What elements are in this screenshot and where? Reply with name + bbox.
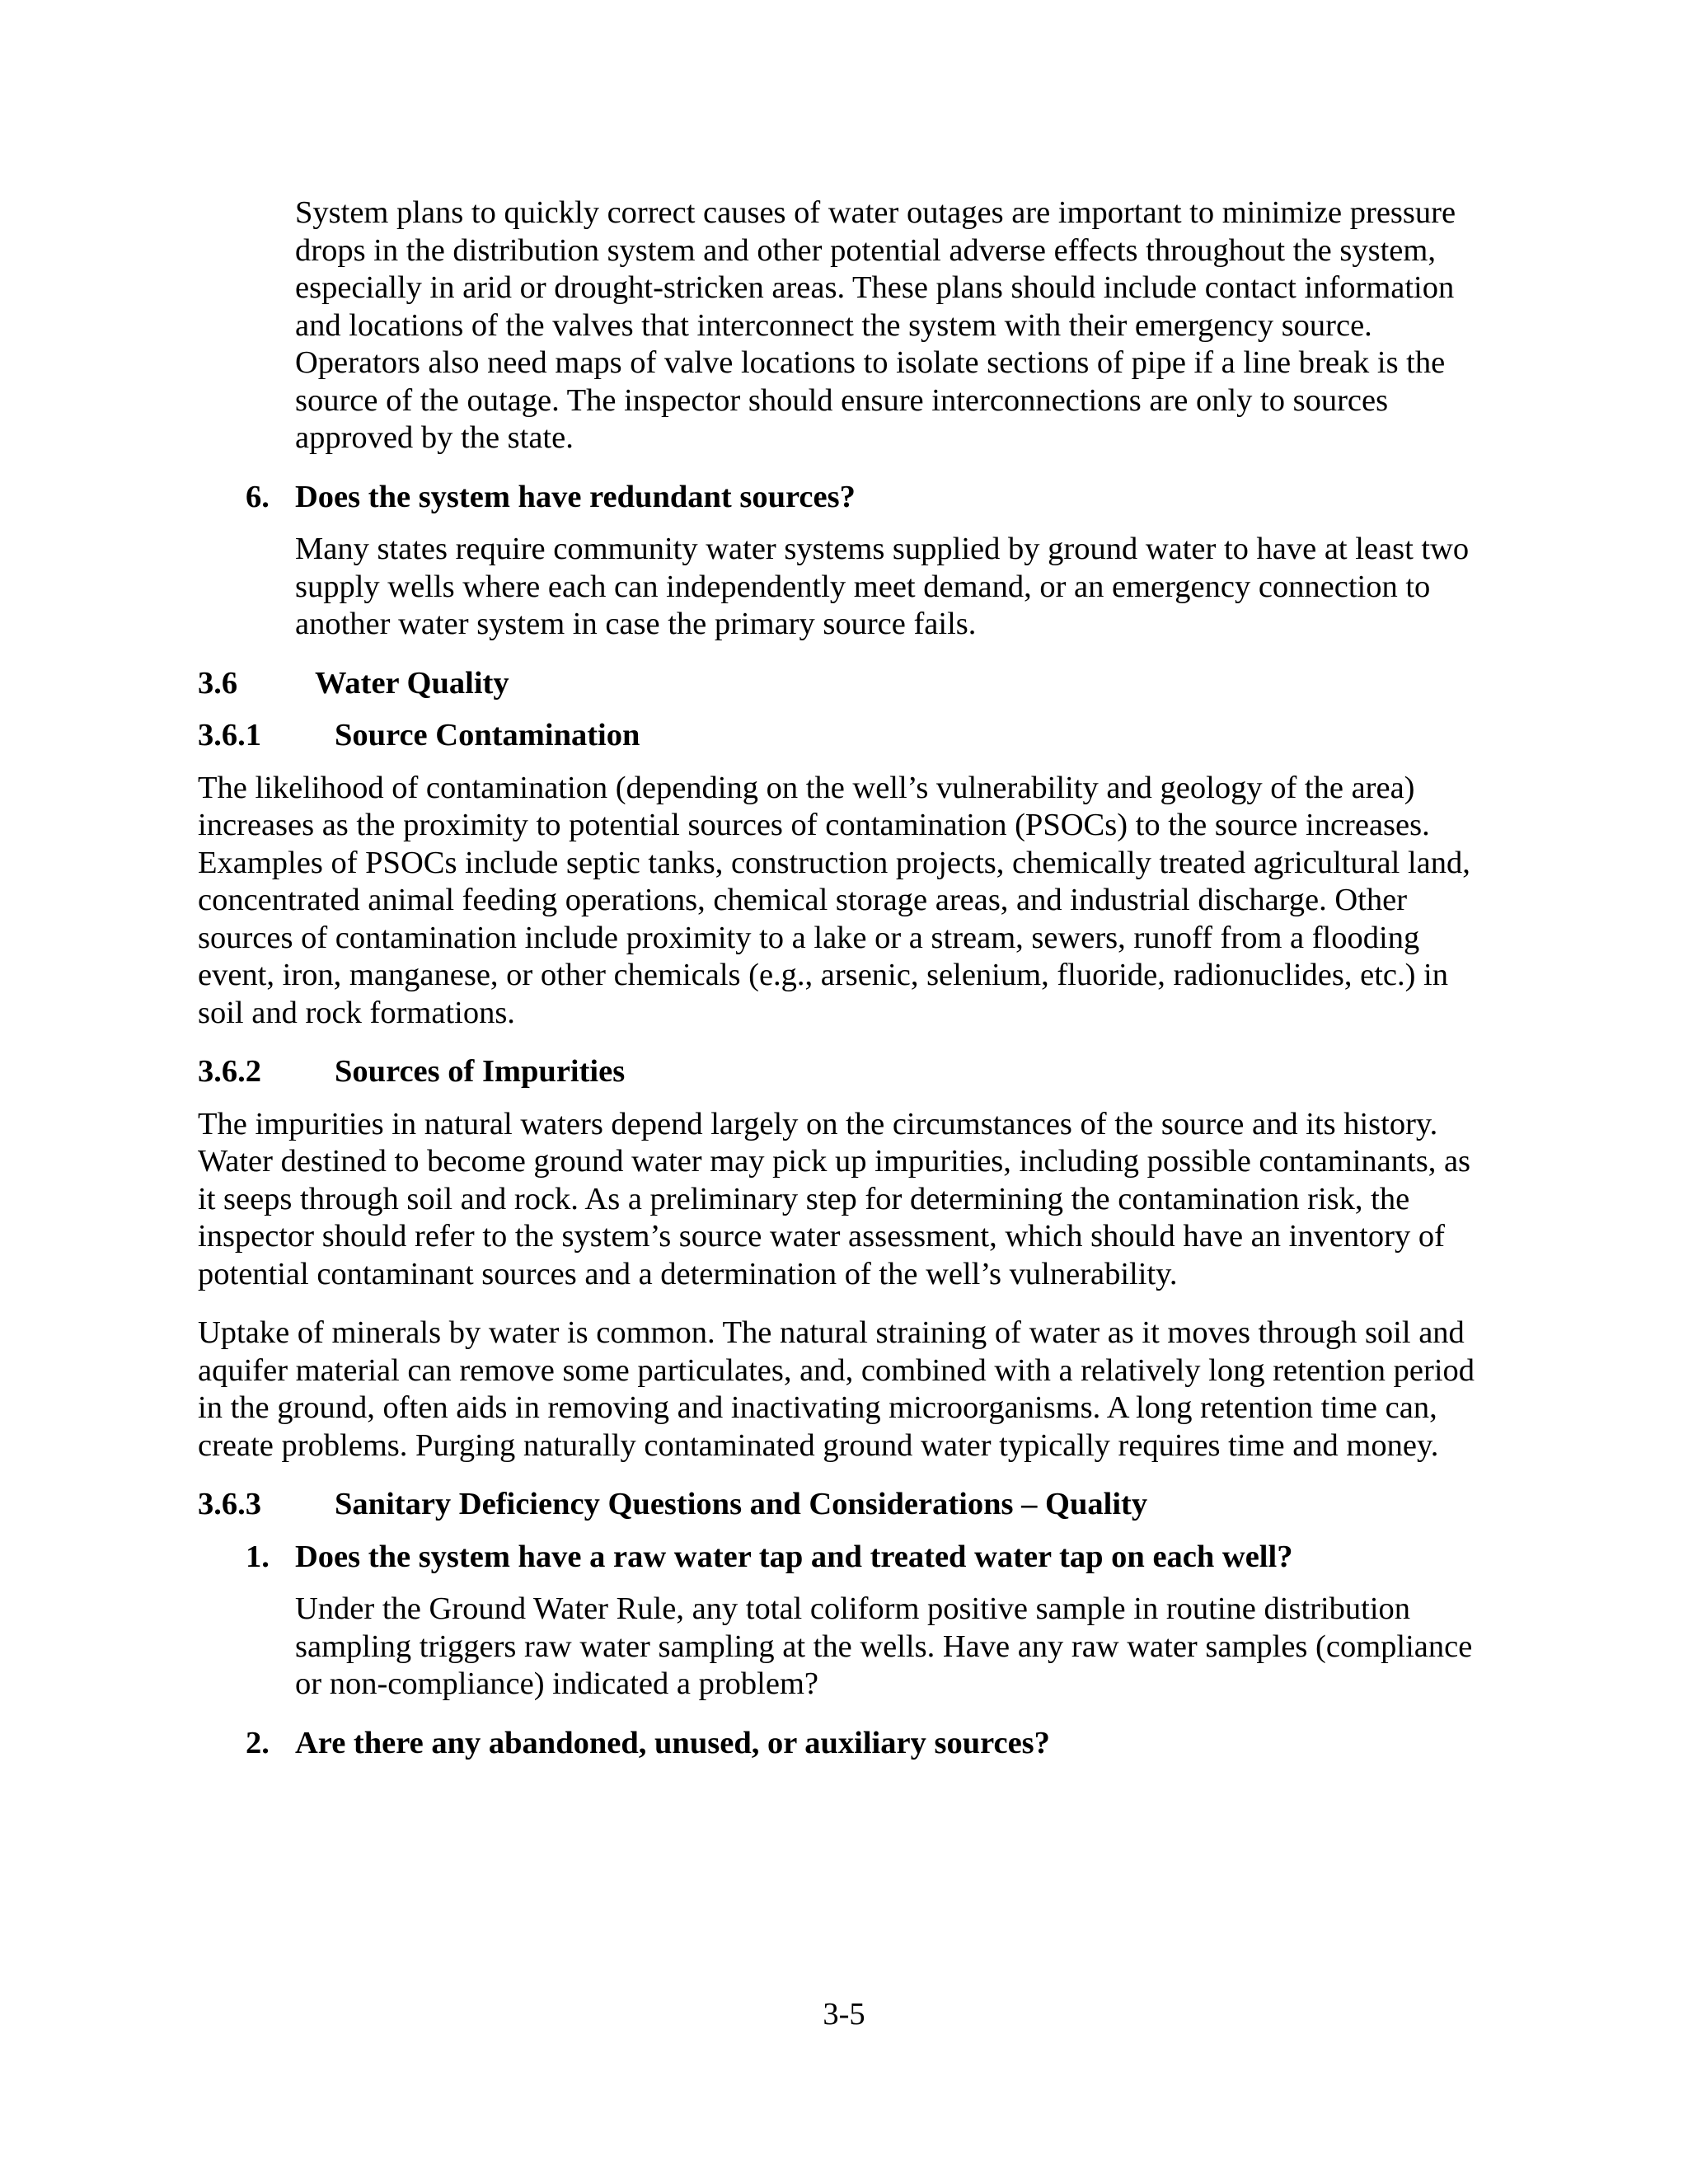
question-6 xyxy=(246,479,1484,517)
section-3-6-1-number: 3.6.1 xyxy=(198,718,261,752)
question-6-number: 6. xyxy=(246,479,270,514)
section-3-6-3-heading xyxy=(198,1486,1484,1524)
intro-paragraph: System plans to quickly correct causes of water outages are important to minimize pressure drops in the distribution system and other potential adverse effects throughout the system, especially in arid or drought-stricken areas. These plans should include contact information and locations of the valves that interconnect the system with their emergency source. Operators also need maps of valve locations to isolate sections of pipe if a line break is the source of the outage. The inspector should ensure interconnections are only to sources approved by the state. xyxy=(295,195,1456,455)
section-3-6-2-title: Sources of Impurities xyxy=(335,1054,626,1089)
question-6-text: Does the system have redundant sources? xyxy=(295,479,856,514)
document-page xyxy=(198,194,1484,1777)
section-3-6-3-title: Sanitary Deficiency Questions and Considerations – Quality xyxy=(335,1487,1148,1521)
question-1-number: 1. xyxy=(246,1539,270,1574)
question-6-answer: Many states require community water systems supplied by ground water to have at least two supply wells where each can independently meet demand, or an emergency connection to another water system in case the primary source fails. xyxy=(295,532,1470,641)
section-3-6-3-number: 3.6.3 xyxy=(198,1487,261,1521)
section-3-6-title: Water Quality xyxy=(315,665,509,701)
section-3-6-number: 3.6 xyxy=(198,665,238,701)
question-2-text: Are there any abandoned, unused, or auxiliary sources? xyxy=(295,1725,1050,1760)
question-2-number: 2. xyxy=(246,1725,270,1760)
question-1-text: Does the system have a raw water tap and treated water tap on each well? xyxy=(295,1539,1293,1574)
section-3-6-2-body-1: The impurities in natural waters depend largely on the circumstances of the source and its history. Water destined to become ground water may pick up impurities, including possible contaminants, as it seeps through soil and rock. As a preliminary step for determining the contamination risk, the inspector should refer to the system’s source water assessment, which should have an inventory of potential contaminant sources and a determination of the well’s vulnerability. xyxy=(198,1106,1471,1291)
page-number: 3-5 xyxy=(823,1997,865,2032)
question-1 xyxy=(246,1539,1484,1577)
section-3-6-2-body-2: Uptake of minerals by water is common. The natural straining of water as it moves through soil and aquifer material can remove some particulates, and, combined with a relatively long retention period in the ground, often aids in removing and inactivating microorganisms. A long retention time can, create problems. Purging naturally contaminated ground water typically requires time and money. xyxy=(198,1315,1475,1463)
section-3-6-1-title: Source Contamination xyxy=(335,718,640,752)
section-3-6-1-heading xyxy=(198,717,1484,755)
section-3-6-heading xyxy=(198,665,1484,703)
section-3-6-1-body: The likelihood of contamination (depending on the well’s vulnerability and geology of the area) increases as the proximity to potential sources of contamination (PSOCs) to the source increases. Examples of PSOCs include septic tanks, construction projects, chemically treated agricultural land, concentrated animal feeding operations, chemical storage areas, and industrial discharge. Other sources of contamination include proximity to a lake or a stream, sewers, runoff from a flooding event, iron, manganese, or other chemicals (e.g., arsenic, selenium, fluoride, radionuclides, etc.) in soil and rock formations. xyxy=(198,770,1470,1030)
question-1-answer: Under the Ground Water Rule, any total coliform positive sample in routine distribution sampling triggers raw water sampling at the wells. Have any raw water samples (compliance or non-compliance) indicated a problem? xyxy=(295,1591,1473,1701)
section-3-6-2-number: 3.6.2 xyxy=(198,1054,261,1089)
question-2 xyxy=(246,1725,1484,1763)
section-3-6-2-heading xyxy=(198,1053,1484,1091)
